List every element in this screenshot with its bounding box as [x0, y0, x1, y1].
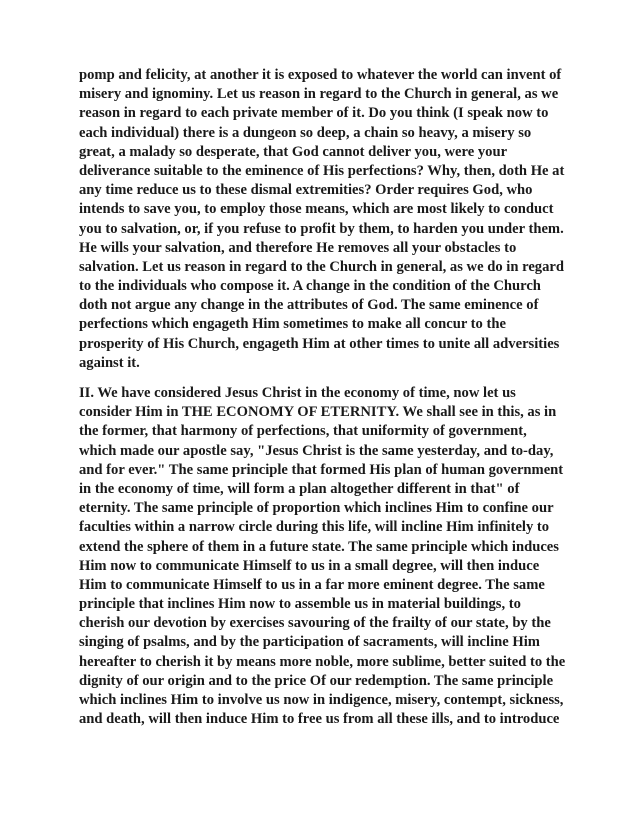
text-line: extend the sphere of them in a future state. The same principle which induces	[79, 538, 559, 555]
document-page	[79, 66, 569, 729]
text-line: He wills your salvation, and therefore He removes all your obstacles to	[79, 239, 517, 256]
text-line: you to salvation, or, if you refuse to profit by them, to harden you under them.	[79, 220, 564, 237]
text-line: great, a malady so desperate, that God cannot deliver you, were your	[79, 143, 508, 160]
text-line: II. We have considered Jesus Christ in the economy of time, now let us	[79, 385, 516, 401]
paragraph-2	[79, 384, 569, 729]
text-line: prosperity of His Church, engageth Him at other times to unite all adversities	[79, 335, 560, 352]
text-line: the former, that harmony of perfections, that uniformity of government,	[79, 423, 527, 440]
text-line: consider Him in THE ECONOMY OF ETERNITY. We shall see in this, as in	[79, 404, 557, 421]
text-line: Him to communicate Himself to us in a far more eminent degree. The same	[79, 576, 545, 593]
text-line: misery and ignominy. Let us reason in regard to the Church in general, as we	[79, 86, 559, 103]
text-line: salvation. Let us reason in regard to the Church in general, as we do in regard	[79, 258, 564, 275]
text-line: pomp and felicity, at another it is exposed to whatever the world can invent of	[79, 67, 562, 83]
text-line: which inclines Him to involve us now in indigence, misery, contempt, sickness,	[79, 692, 564, 708]
paragraph-spacer	[79, 373, 569, 384]
text-line: dignity of our origin and to the price Of our redemption. The same principle	[79, 672, 554, 689]
text-line: eternity. The same principle of proportion which inclines Him to confine our	[79, 500, 554, 517]
text-line: intends to save you, to employ those means, which are most likely to conduct	[79, 201, 554, 218]
text-line: each individual) there is a dungeon so deep, a chain so heavy, a misery so	[79, 124, 532, 141]
text-line: principle that inclines Him now to assemble us in material buildings, to	[79, 596, 521, 613]
paragraph-1	[79, 66, 569, 373]
text-line: hereafter to cherish it by means more noble, more sublime, better suited to the	[79, 653, 566, 670]
text-line: to the individuals who compose it. A change in the condition of the Church	[79, 278, 541, 295]
text-line: in the economy of time, will form a plan altogether different in that" of	[79, 480, 520, 497]
text-line: and death, will then induce Him to free us from all these ills, and to introduce	[79, 711, 560, 728]
text-line: doth not argue any change in the attributes of God. The same eminence of	[79, 297, 539, 314]
text-line: perfections which engageth Him sometimes to make all concur to the	[79, 316, 506, 333]
text-line: faculties within a narrow circle during this life, will incline Him infinitely to	[79, 519, 550, 536]
text-line: cherish our devotion by exercises savouring of the frailty of our state, by the	[79, 615, 551, 632]
text-line: against it.	[79, 354, 140, 371]
text-line: which made our apostle say, "Jesus Christ is the same yesterday, and to-day,	[79, 442, 554, 459]
text-line: deliverance suitable to the eminence of His perfections? Why, then, doth He at	[79, 162, 565, 179]
text-line: any time reduce us to these dismal extremities? Order requires God, who	[79, 182, 533, 199]
text-line: Him now to communicate Himself to us in a small degree, will then induce	[79, 557, 540, 574]
text-line: reason in regard to each private member of it. Do you think (I speak now to	[79, 105, 549, 122]
text-line: and for ever." The same principle that formed His plan of human government	[79, 461, 564, 478]
text-line: singing of psalms, and by the participation of sacraments, will incline Him	[79, 634, 540, 651]
